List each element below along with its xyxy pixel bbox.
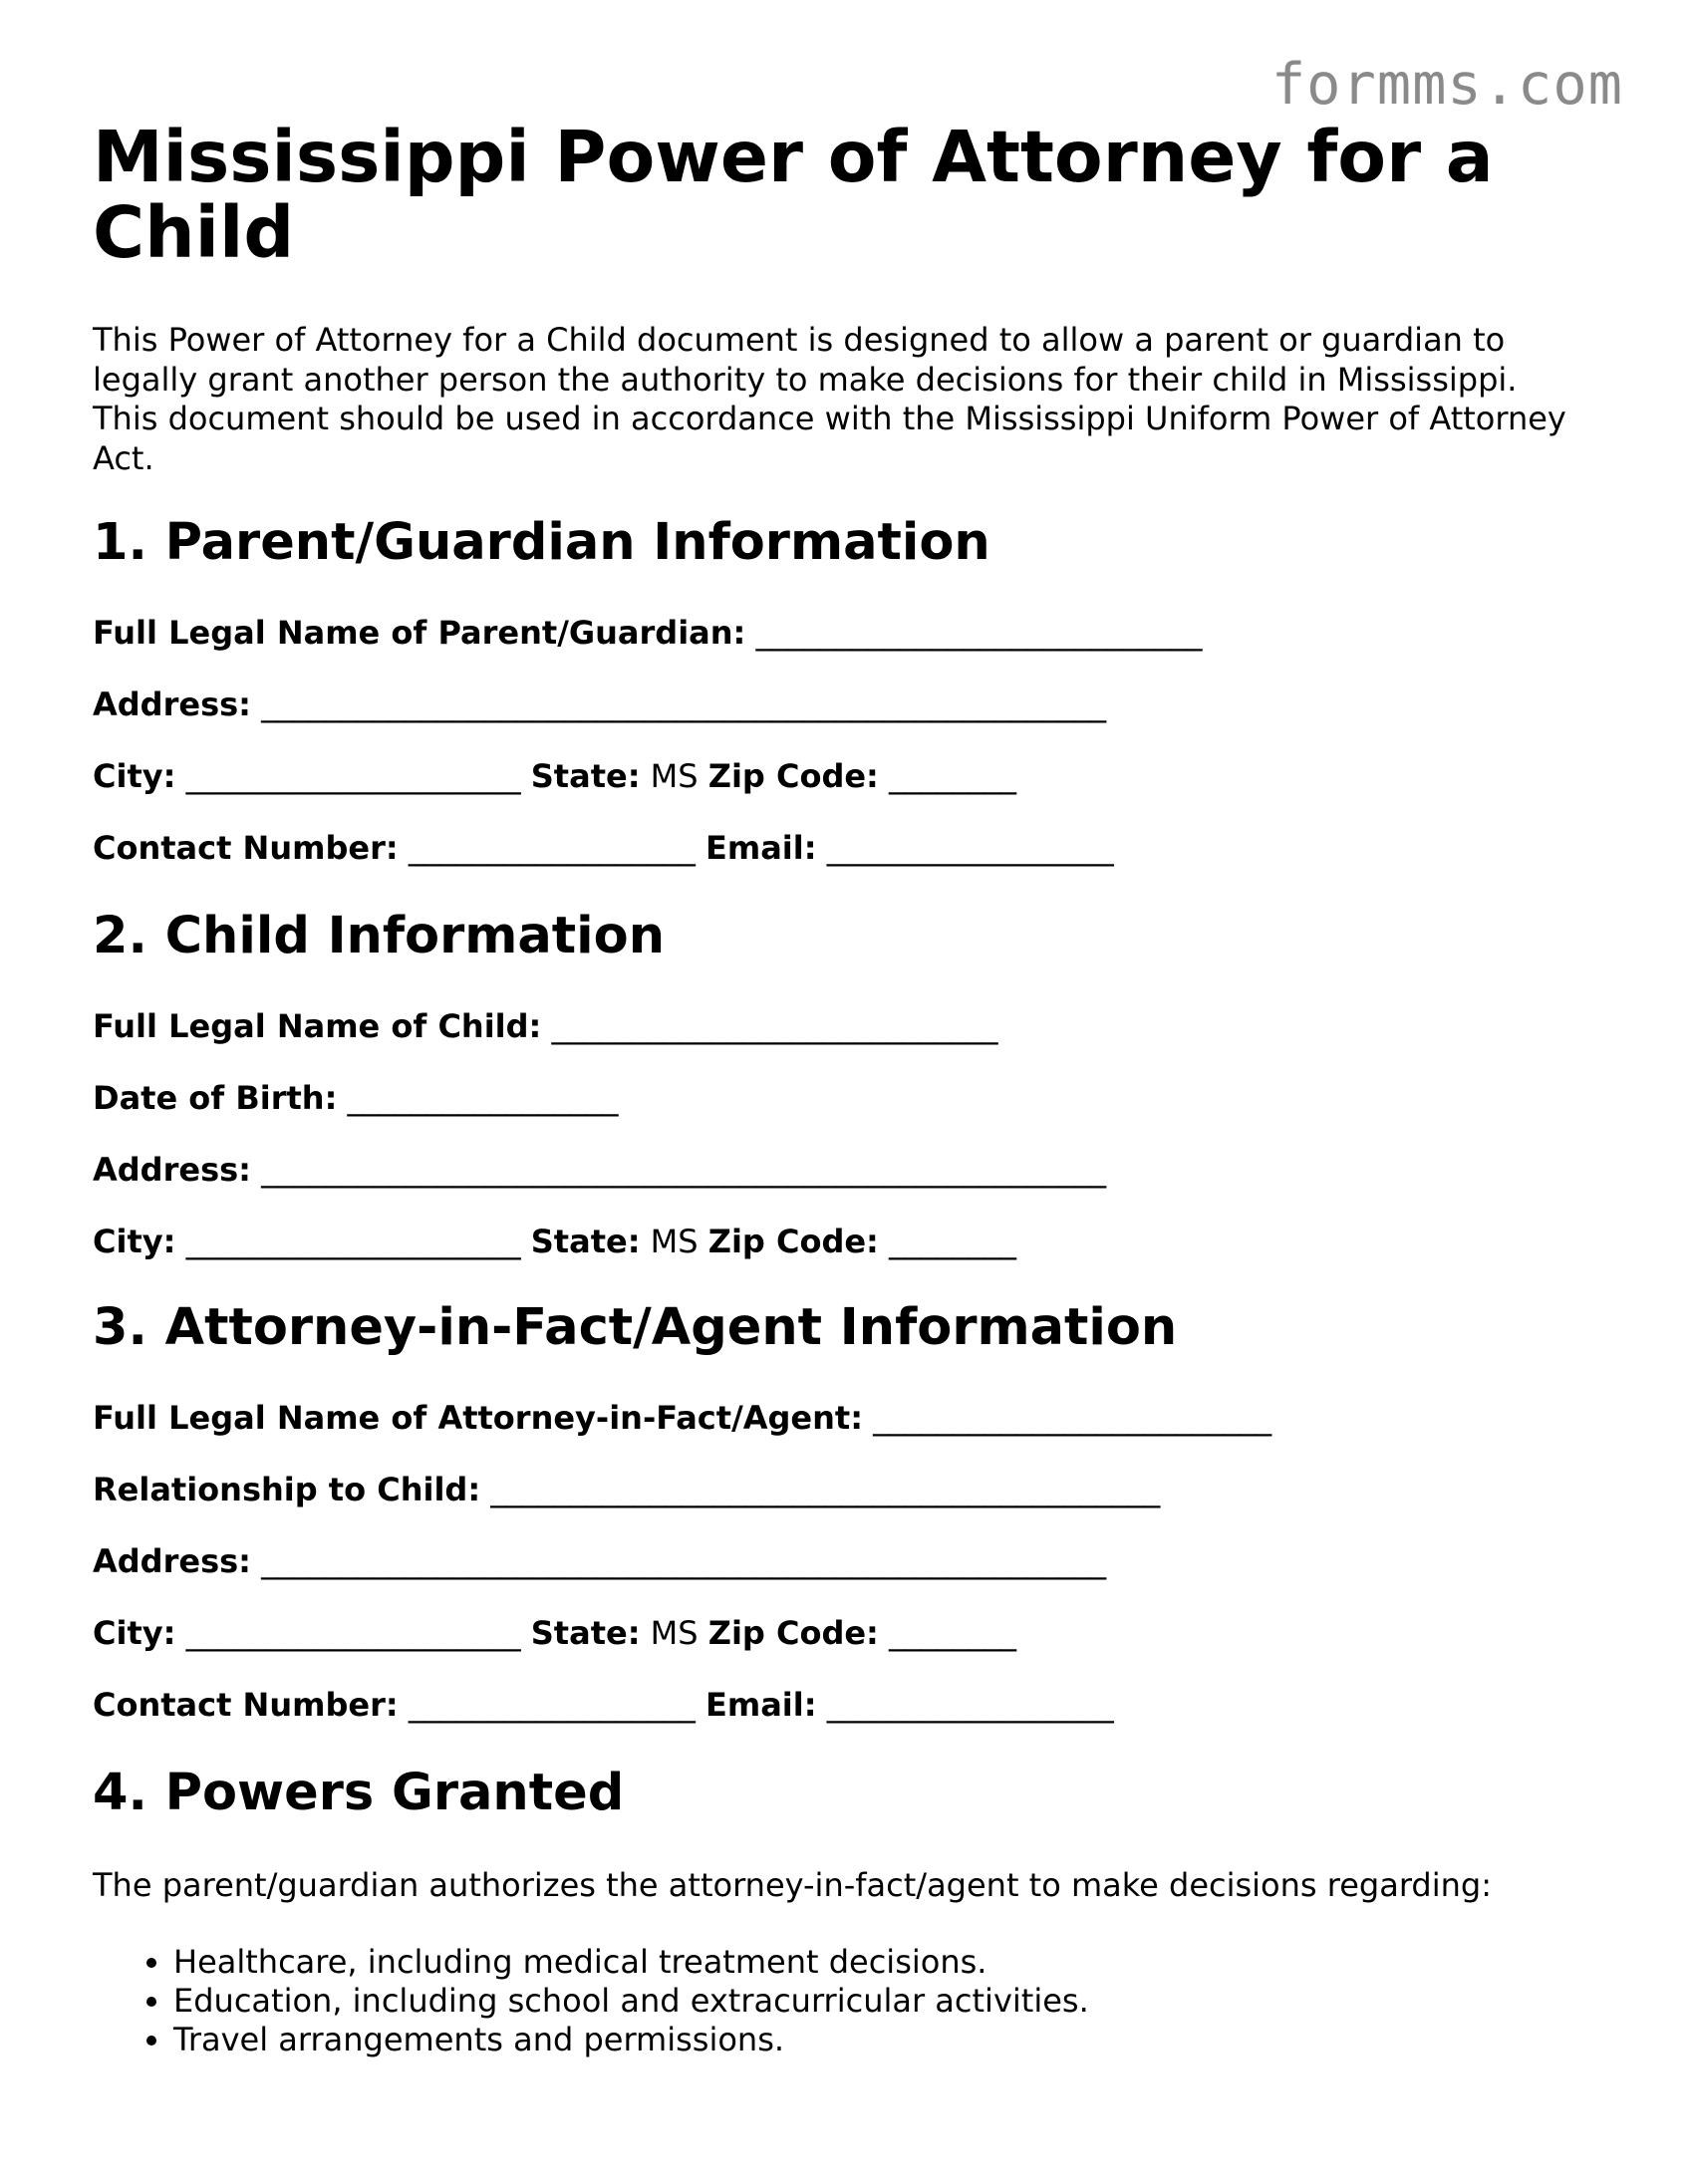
parent-contact-field[interactable]: __________________ [408,829,696,867]
section-heading-agent: 3. Attorney-in-Fact/Agent Information [93,1298,1178,1357]
child-zip-label: Zip Code: [707,1223,879,1260]
agent-name-field[interactable]: _________________________ [873,1399,1272,1437]
agent-address-label: Address: [93,1542,251,1580]
intro-paragraph: This Power of Attorney for a Child document is designed to allow a parent or guardian to legally grant another person the authority to make decisions for their child in Mississippi. This document should be used in accordance with the Mississippi Uniform Power of Attorney Act. [93,321,1566,477]
parent-zip-field[interactable]: ________ [889,757,1017,795]
section-heading-parent: 1. Parent/Guardian Information [93,513,990,572]
agent-contact-row [93,1685,1114,1725]
parent-email-label: Email: [704,829,817,867]
parent-address-row [93,684,1106,724]
agent-state-label: State: [530,1614,641,1652]
parent-email-field[interactable]: __________________ [826,829,1114,867]
parent-name-row [93,613,1203,653]
parent-name-label: Full Legal Name of Parent/Guardian: [93,614,746,652]
agent-relationship-label: Relationship to Child: [93,1471,481,1508]
parent-city-label: City: [93,757,176,795]
child-state-label: State: [530,1223,641,1260]
child-city-label: City: [93,1223,176,1260]
agent-name-row [93,1398,1271,1438]
agent-zip-label: Zip Code: [707,1614,879,1652]
list-item: • Travel arrangements and permissions. [173,2021,1089,2059]
child-state-value: MS [650,1223,699,1260]
child-city-field[interactable]: _____________________ [185,1223,521,1260]
agent-city-label: City: [93,1614,176,1652]
page-title: Mississippi Power of Attorney for a Child [93,116,1494,274]
child-name-row [93,1006,998,1046]
parent-city-field[interactable]: _____________________ [185,757,521,795]
agent-zip-field[interactable]: ________ [889,1614,1017,1652]
section-heading-powers: 4. Powers Granted [93,1764,625,1822]
parent-name-field[interactable]: ____________________________ [755,614,1203,652]
child-dob-label: Date of Birth: [93,1079,338,1117]
parent-address-field[interactable]: _____________________________________________________ [261,685,1107,723]
agent-email-field[interactable]: __________________ [826,1686,1114,1724]
parent-state-label: State: [530,757,641,795]
child-zip-field[interactable]: ________ [889,1223,1017,1260]
powers-list [93,1943,1089,2059]
list-item: • Healthcare, including medical treatment decisions. [173,1943,1089,1982]
parent-state-value: MS [650,757,699,795]
agent-address-field[interactable]: _____________________________________________________ [261,1542,1107,1580]
child-name-label: Full Legal Name of Child: [93,1007,542,1045]
agent-state-value: MS [650,1614,699,1652]
agent-relationship-row [93,1470,1160,1509]
child-address-label: Address: [93,1151,251,1189]
section-heading-child: 2. Child Information [93,907,665,965]
parent-contact-label: Contact Number: [93,829,399,867]
parent-zip-label: Zip Code: [707,757,879,795]
watermark: formms.com [1270,52,1623,118]
agent-city-field[interactable]: _____________________ [185,1614,521,1652]
agent-relationship-field[interactable]: __________________________________________ [490,1471,1161,1508]
child-address-field[interactable]: _____________________________________________________ [261,1151,1107,1189]
child-dob-row [93,1078,619,1118]
agent-contact-label: Contact Number: [93,1686,399,1724]
list-item: • Education, including school and extracurricular activities. [173,1982,1089,2021]
agent-city-row [93,1613,1016,1653]
child-address-row [93,1150,1106,1190]
agent-address-row [93,1541,1106,1581]
parent-contact-row [93,828,1114,868]
child-dob-field[interactable]: _________________ [347,1079,619,1117]
child-city-row [93,1222,1016,1261]
parent-city-row [93,756,1016,796]
powers-lead-text: The parent/guardian authorizes the attorney-in-fact/agent to make decisions regarding: [93,1866,1492,1904]
child-name-field[interactable]: ____________________________ [551,1007,998,1045]
agent-contact-field[interactable]: __________________ [408,1686,696,1724]
agent-email-label: Email: [704,1686,817,1724]
parent-address-label: Address: [93,685,251,723]
agent-name-label: Full Legal Name of Attorney-in-Fact/Agent: [93,1399,863,1437]
